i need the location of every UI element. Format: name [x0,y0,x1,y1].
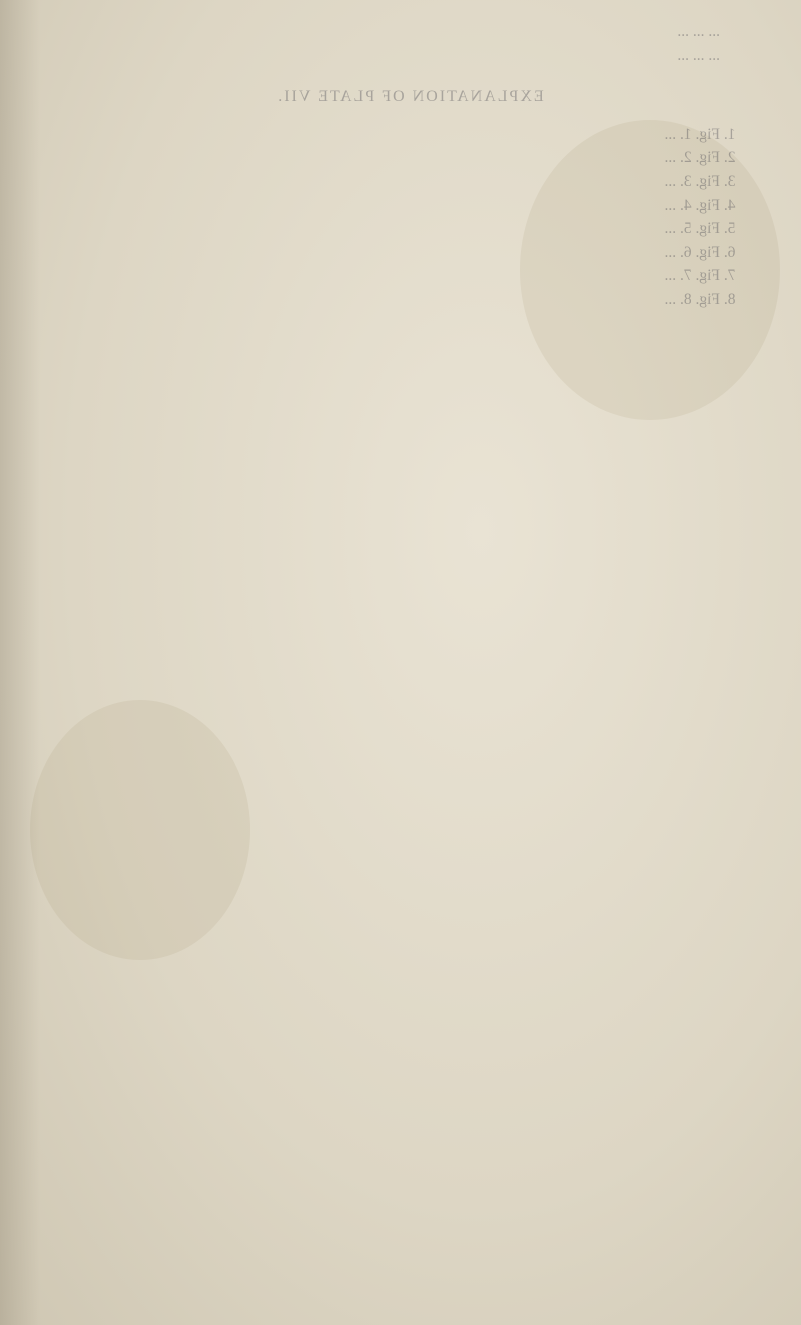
plate-item: 1. Fig. 1. ... [60,123,720,147]
bleed-through-text [60,20,760,312]
plate-item: 6. Fig. 6. ... [60,241,720,265]
bleed-paragraph: ... ... ... [677,23,720,40]
plate-item: 3. Fig. 3. ... [60,170,720,194]
plate-item: 2. Fig. 2. ... [60,146,720,170]
plate-list [60,123,760,312]
bleed-paragraph: ... ... ... [677,46,720,64]
plate-item: 5. Fig. 5. ... [60,217,720,241]
plate-item: 8. Fig. 8. ... [60,288,720,312]
plate-item: 4. Fig. 4. ... [60,194,720,218]
binding-shadow [0,0,40,1325]
paper-stain [30,700,250,960]
plate-heading: EXPLANATION OF PLATE VII. [276,88,544,106]
plate-item: 7. Fig. 7. ... [60,264,720,288]
